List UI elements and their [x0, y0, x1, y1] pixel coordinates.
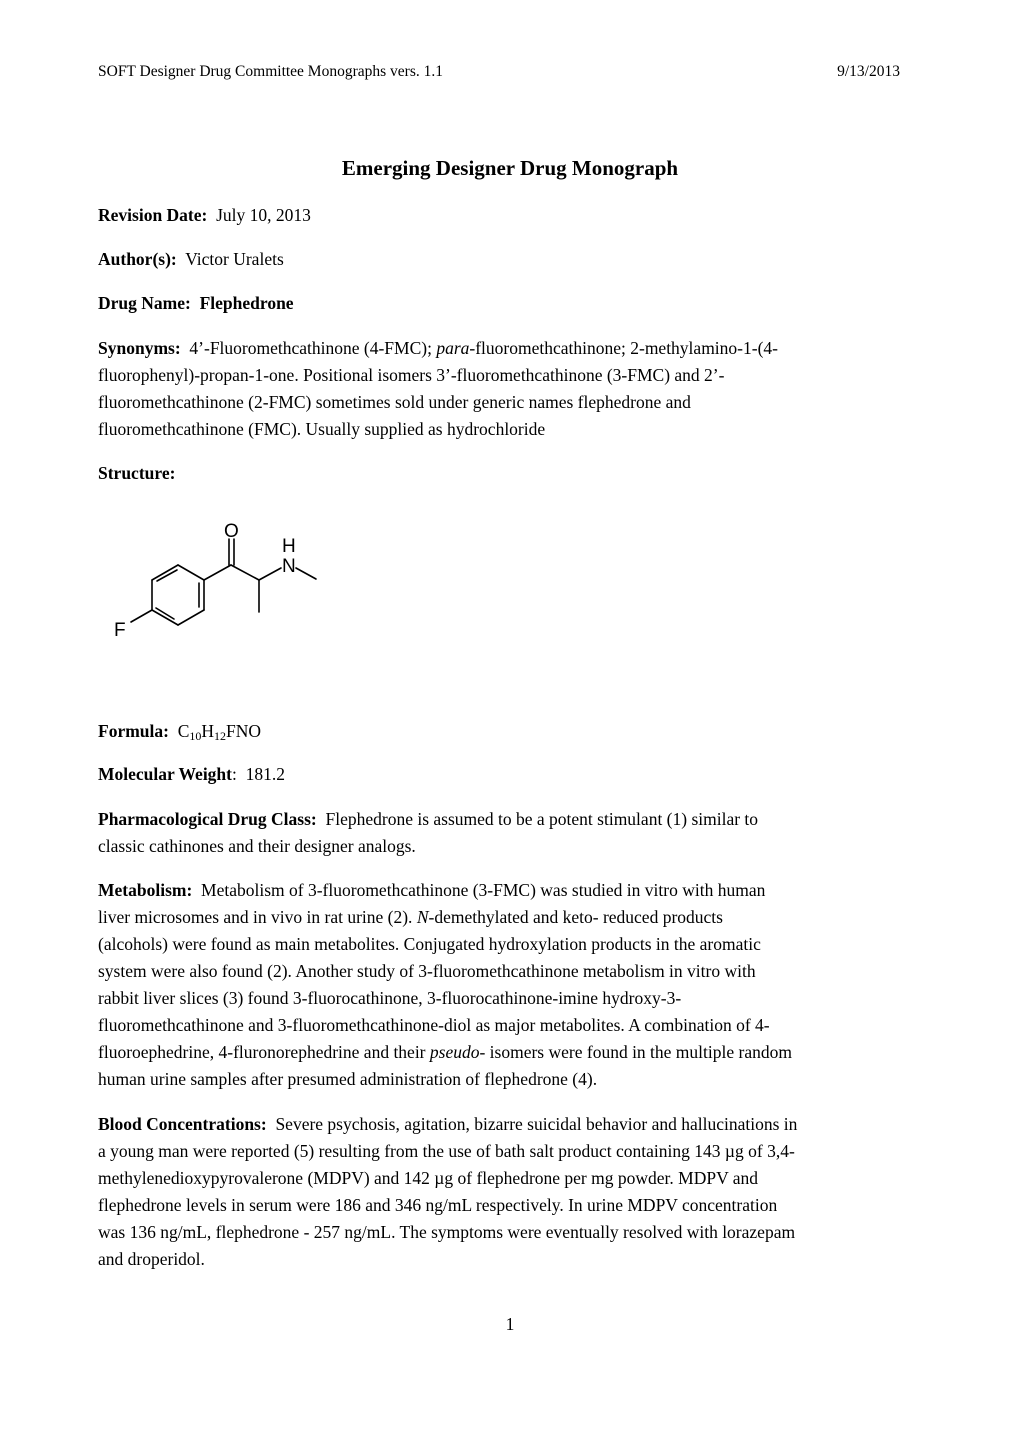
author-label: Author(s):: [98, 249, 177, 269]
blood-text-1: Severe psychosis, agitation, bizarre suicidal behavior and hallucinations in: [275, 1114, 798, 1134]
metabolism-line-8: human urine samples after presumed administration of flephedrone (4).: [98, 1069, 598, 1089]
mw-colon: :: [232, 764, 237, 784]
author-value: Victor Uralets: [185, 249, 284, 269]
synonyms-line-1: [98, 335, 928, 362]
drug-value: Flephedrone: [199, 293, 294, 313]
revision-value: July 10, 2013: [216, 205, 311, 225]
c-f-bond: [131, 610, 152, 622]
metabolism-text-1: Metabolism of 3-fluoromethcathinone (3-FMC) was studied in vitro with human: [201, 880, 766, 900]
flephedrone-structure-diagram: [100, 510, 340, 650]
pharm-line-1: [98, 806, 928, 833]
formula-h-count: 12: [214, 729, 227, 743]
formula-h: H: [201, 721, 215, 741]
synonyms-italic-para: para: [436, 338, 470, 358]
n-methyl-bond: [296, 568, 316, 579]
metabolism-italic-n: N: [416, 907, 429, 927]
synonyms-line-2: fluorophenyl)-propan-1-one. Positional isomers 3’-fluoromethcathinone (3-FMC) and 2’-: [98, 365, 725, 385]
running-header-title: SOFT Designer Drug Committee Monographs vers. 1.1: [98, 63, 443, 80]
synonyms-line-3: fluoromethcathinone (2-FMC) sometimes sold under generic names flephedrone and: [98, 392, 691, 412]
metabolism-text-7a: fluoroephedrine, 4-fluronorephedrine and their: [98, 1042, 430, 1062]
ring-carbonyl-bond: [204, 565, 231, 580]
c-n-bond: [259, 568, 281, 580]
formula-c-count: 10: [189, 729, 202, 743]
structure-label-text: Structure:: [98, 463, 176, 483]
atom-oxygen: O: [224, 521, 239, 542]
blood-line-6: and droperidol.: [98, 1249, 205, 1269]
pharm-text-1: Flephedrone is assumed to be a potent stimulant (1) similar to: [325, 809, 759, 829]
metabolism-line-7: [98, 1039, 928, 1066]
atom-hydrogen: H: [282, 536, 296, 557]
page-title: Emerging Designer Drug Monograph: [341, 156, 679, 180]
metabolism-line-6: fluoromethcathinone and 3-fluoromethcathinone-diol as major metabolites. A combination of 4-: [98, 1015, 770, 1035]
metabolism-text-7c: isomers were found in the multiple random: [485, 1042, 792, 1062]
atom-fluorine: F: [114, 620, 126, 641]
formula-rest: FNO: [226, 721, 262, 741]
metabolism-line-2: [98, 904, 928, 931]
metabolism-text-2a: liver microsomes and in vivo in rat urine (2).: [98, 907, 417, 927]
metabolism-line-3: (alcohols) were found as main metabolites. Conjugated hydroxylation products in the aromatic: [98, 934, 761, 954]
ring-bond: [178, 610, 204, 625]
drug-label: Drug Name:: [98, 293, 191, 313]
blood-line-4: flephedrone levels in serum were 186 and 346 ng/mL respectively. In urine MDPV concentration: [98, 1195, 778, 1215]
metabolism-line-5: rabbit liver slices (3) found 3-fluorocathinone, 3-fluorocathinone-imine hydroxy-3-: [98, 988, 682, 1008]
blood-line-1: [98, 1111, 928, 1138]
molecular-weight: [98, 761, 928, 788]
ring-bond: [152, 610, 178, 625]
blood-line-5: was 136 ng/mL, flephedrone - 257 ng/mL. The symptoms were eventually resolved with lorazepam: [98, 1222, 796, 1242]
author: [98, 246, 928, 273]
mw-value: 181.2: [245, 764, 285, 784]
drug-name: [98, 290, 928, 317]
page-number: 1: [505, 1314, 515, 1334]
metabolism-text-2c: -demethylated and keto- reduced products: [428, 907, 723, 927]
atom-nitrogen: N: [282, 556, 296, 577]
ring-bond: [178, 565, 204, 580]
synonyms-label: Synonyms:: [98, 338, 181, 358]
formula: [98, 718, 928, 745]
synonyms-line-4: fluoromethcathinone (FMC). Usually supplied as hydrochloride: [98, 419, 546, 439]
formula-c: C: [177, 721, 190, 741]
alpha-carbon-bond: [231, 565, 259, 580]
formula-label: Formula:: [98, 721, 169, 741]
revision-date: [98, 202, 928, 229]
metabolism-label: Metabolism:: [98, 880, 193, 900]
synonyms-text-a: 4’-Fluoromethcathinone (4-FMC);: [189, 338, 437, 358]
pharm-label: Pharmacological Drug Class:: [98, 809, 317, 829]
metabolism-italic-pseudo: pseudo-: [429, 1042, 486, 1062]
synonyms-text-c: -fluoromethcathinone; 2-methylamino-1-(4-: [469, 338, 778, 358]
metabolism-line-1: [98, 877, 928, 904]
revision-label: Revision Date:: [98, 205, 208, 225]
blood-line-3: methylenedioxypyrovalerone (MDPV) and 142 µg of flephedrone per mg powder. MDPV and: [98, 1168, 759, 1188]
running-header-date: 9/13/2013: [837, 63, 900, 80]
metabolism-line-4: system were also found (2). Another study of 3-fluoromethcathinone metabolism in vitro with: [98, 961, 756, 981]
structure-label: [98, 460, 928, 487]
blood-line-2: a young man were reported (5) resulting from the use of bath salt product containing 143 µg of 3,4-: [98, 1141, 795, 1161]
mw-label: Molecular Weight: [98, 764, 232, 784]
pharm-line-2: classic cathinones and their designer analogs.: [98, 836, 416, 856]
blood-label: Blood Concentrations:: [98, 1114, 267, 1134]
